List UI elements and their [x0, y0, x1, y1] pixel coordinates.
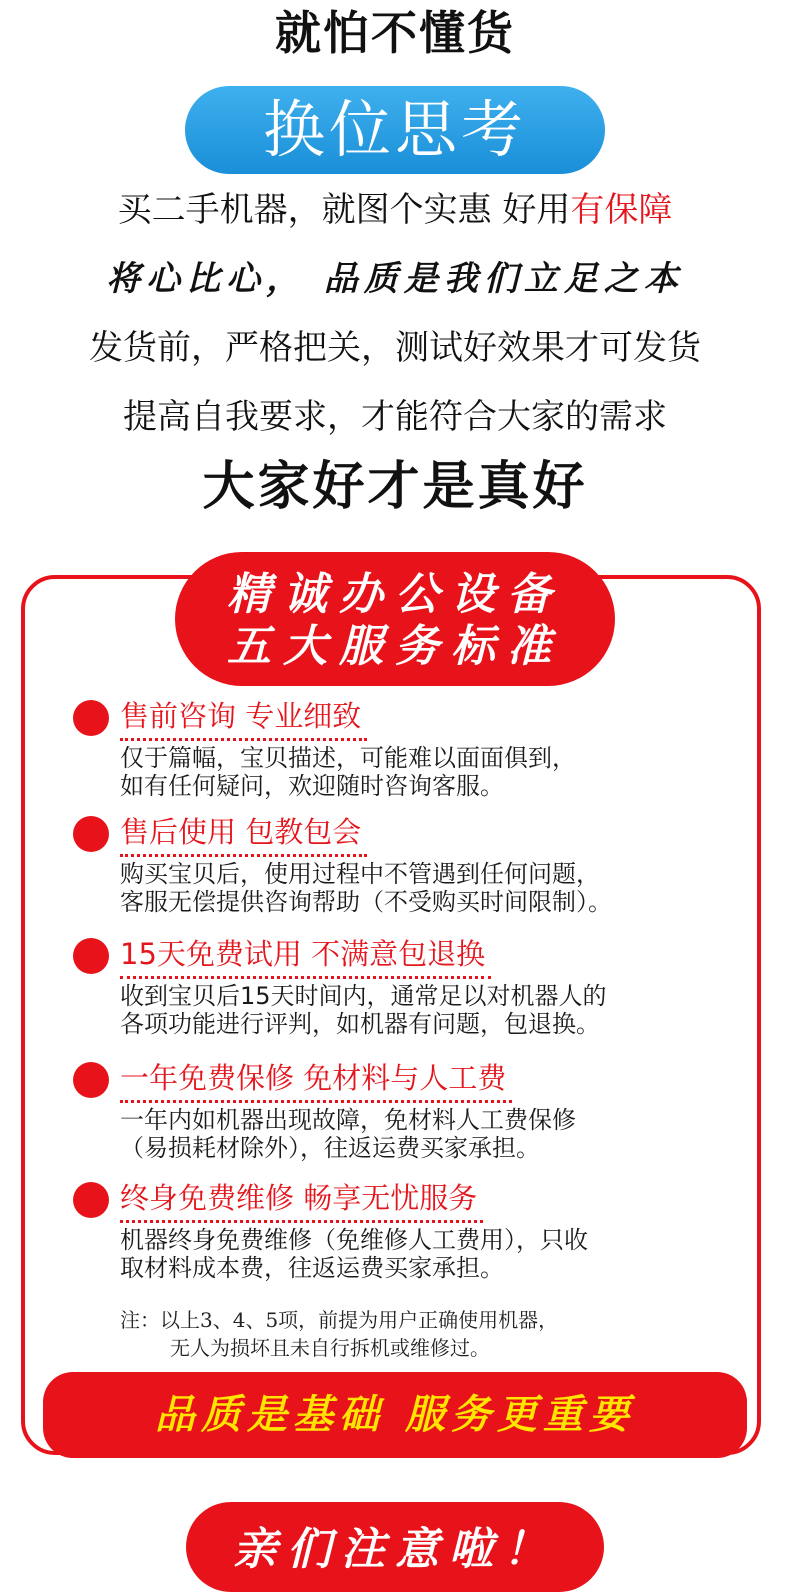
- service-item-2: [73, 810, 723, 920]
- service-description-line-2: 各项功能进行评判，如机器有问题，包退换。: [120, 1010, 600, 1038]
- service-item-5: [73, 1176, 723, 1286]
- services-heading-line-1: 精诚办公设备: [227, 569, 563, 620]
- service-note: [120, 1306, 720, 1362]
- service-description-line-1: 收到宝贝后15天时间内，通常足以对机器人的: [120, 982, 607, 1010]
- service-note-line-2: 无人为损坏且未自行拆机或维修过。: [170, 1336, 490, 1360]
- page-title: 就怕不懂货: [275, 6, 515, 60]
- service-description-line-2: （易损耗材除外），往返运费买家承担。: [120, 1134, 540, 1162]
- service-description-line-1: 机器终身免费维修（免维修人工费用），只收: [120, 1226, 588, 1254]
- bullet-dot-icon: [73, 1182, 109, 1218]
- service-description-line-1: 一年内如机器出现故障，免材料人工费保修: [120, 1106, 576, 1134]
- service-item-3: [73, 932, 723, 1042]
- intro-line-2: 将心比心， 品质是我们立足之本: [106, 259, 684, 299]
- service-title: 售后使用 包教包会: [120, 810, 367, 857]
- service-description-line-2: 取材料成本费，往返运费买家承担。: [120, 1254, 504, 1282]
- bullet-dot-icon: [73, 700, 109, 736]
- bullet-dot-icon: [73, 816, 109, 852]
- intro-line-1-highlight: 有保障: [570, 190, 673, 230]
- service-description-line-2: 客服无偿提供咨询帮助（不受购买时间限制）。: [120, 888, 612, 916]
- service-item-1: [73, 694, 723, 804]
- service-description-line-2: 如有任何疑问，欢迎随时咨询客服。: [120, 772, 504, 800]
- service-description: [120, 1106, 576, 1162]
- quality-service-banner: 品质是基础 服务更重要: [43, 1372, 747, 1458]
- service-title: 15天免费试用 不满意包退换: [120, 932, 491, 979]
- service-description-line-1: 购买宝贝后，使用过程中不管遇到任何问题，: [120, 860, 600, 888]
- intro-line-3: 发货前，严格把关，测试好效果才可发货: [89, 328, 701, 368]
- intro-line-1-text: 买二手机器，就图个实惠 好用: [117, 190, 571, 230]
- perspective-badge: 换位思考: [185, 86, 605, 174]
- service-title: 一年免费保修 免材料与人工费: [120, 1056, 512, 1103]
- service-title: 售前咨询 专业细致: [120, 694, 367, 741]
- bullet-dot-icon: [73, 1062, 109, 1098]
- intro-line-1: [0, 184, 790, 236]
- service-title: 终身免费维修 畅享无忧服务: [120, 1176, 483, 1223]
- attention-heading: 亲们注意啦！: [186, 1502, 604, 1592]
- service-description: [120, 860, 612, 916]
- intro-line-5: 大家好才是真好: [202, 457, 588, 517]
- service-description: [120, 1226, 588, 1282]
- bullet-dot-icon: [73, 938, 109, 974]
- services-heading: [175, 552, 615, 686]
- service-item-4: [73, 1056, 723, 1166]
- services-heading-line-2: 五大服务标准: [227, 621, 563, 672]
- service-description: [120, 744, 576, 800]
- intro-line-4: 提高自我要求，才能符合大家的需求: [123, 397, 667, 437]
- service-description-line-1: 仅于篇幅，宝贝描述，可能难以面面俱到，: [120, 744, 576, 772]
- service-description: [120, 982, 607, 1038]
- service-note-line-1: 注：以上3、4、5项，前提为用户正确使用机器，: [120, 1308, 559, 1332]
